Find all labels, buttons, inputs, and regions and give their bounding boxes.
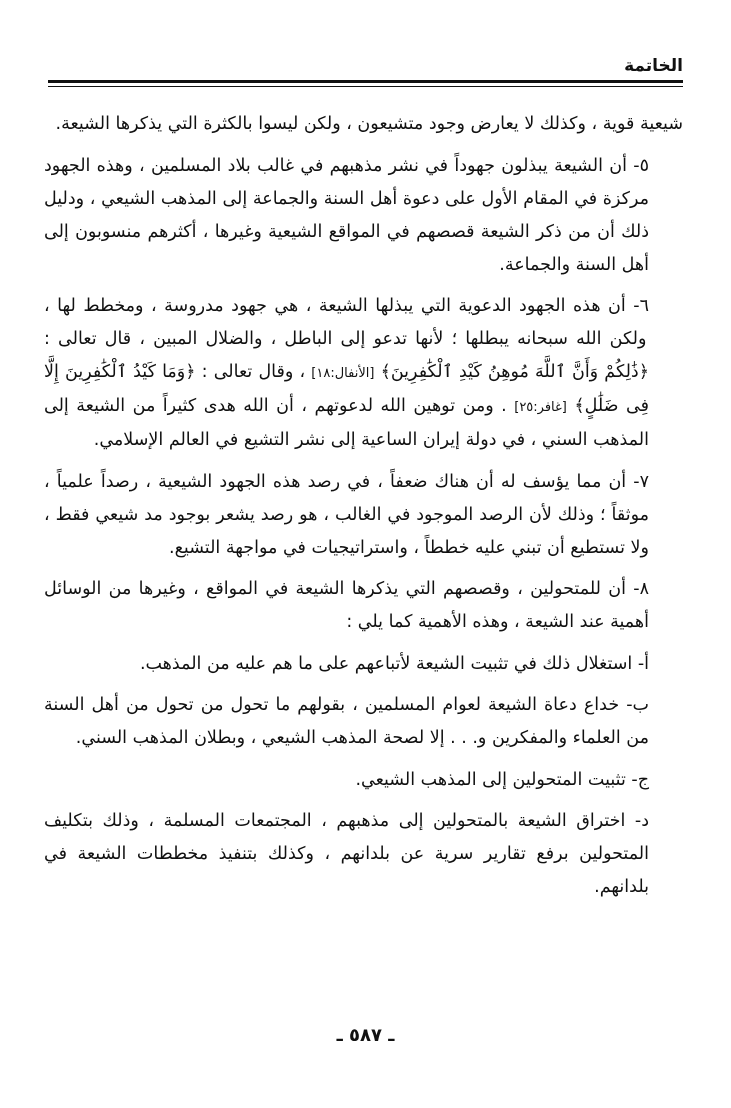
paragraph-6 [44, 290, 683, 457]
body-text [44, 108, 683, 913]
list-item-dal: د- اختراق الشيعة بالمتحولين إلى مذهبهم ، المجتمعات المسلمة ، وذلك بتكليف المتحولين برفع تقارير سرية عن بلدانهم ، وكذلك بتنفيذ مخططات الشيعة في بلدانهم. [44, 811, 649, 897]
list-item-jim: ج- تثبيت المتحولين إلى المذهب الشيعي. [355, 769, 649, 790]
verse-citation-2: [غافر:٢٥] [514, 400, 567, 415]
paragraph-continuation: شيعية قوية ، وكذلك لا يعارض وجود متشيعون ، ولكن ليسوا بالكثرة التي يذكرها الشيعة. [55, 114, 683, 134]
header-rule-thick [48, 80, 683, 83]
paragraph-6-text-b: ، وقال تعالى : [195, 362, 306, 382]
paragraph-5: ٥- أن الشيعة يبذلون جهوداً في نشر مذهبهم في غالب بلاد المسلمين ، وهذه الجهود مركزة في المقام الأول على دعوة أهل السنة والجماعة إلى المذهب الشيعي ، ودليل ذلك أن من ذكر الشيعة قصصهم في المواقع الشيعية وغيرها ، أكثرهم منسوبون إلى أهل السنة والجماعة. [44, 155, 649, 275]
list-item-ba: ب- خداع دعاة الشيعة لعوام المسلمين ، بقولهم ما تحول من تحول من أهل السنة من العلماء والمفكرين و. . . إلا لصحة المذهب الشيعي ، وبطلان المذهب السني. [44, 695, 649, 748]
verse-citation-1: [الأنفال:١٨] [311, 366, 375, 381]
list-item-alif: أ- استغلال ذلك في تثبيت الشيعة لأتباعهم على ما هم عليه من المذهب. [139, 653, 649, 674]
header-rule-thin [48, 86, 683, 87]
page-number: ـ ٥٨٧ ـ [336, 1025, 395, 1046]
quran-verse-1: ﴿ذَٰلِكُمْ وَأَنَّ ٱللَّهَ مُوهِنُ كَيْدِ ٱلْكَٰفِرِينَ﴾ [380, 362, 649, 382]
paragraph-7: ٧- أن مما يؤسف له أن هناك ضعفاً ، في رصد هذه الجهود الشيعية ، رصداً علمياً ، موثقاً ؛ وذلك لأن الرصد الموجود في الغالب ، هو رصد يشعر بوجود مد شيعي فقط ، ولا تستطيع أن تبني عليه خططاً ، واستراتيجيات في مواجهة التشيع. [44, 471, 649, 558]
quran-verse-2: ﴿وَمَا كَيْدُ ٱلْكَٰفِرِينَ إِلَّا فِى ضَلَٰلٍ﴾ [44, 362, 649, 416]
paragraph-6-text-c: . ومن توهين الله لدعوتهم ، أن الله هدى كثيراً من الشيعة إلى المذهب السني ، في دولة إيران الساعية إلى نشر التشيع في العالم الإسلامي. [44, 396, 649, 450]
paragraph-8: ٨- أن للمتحولين ، وقصصهم التي يذكرها الشيعة في المواقع ، وغيرها من الوسائل أهمية عند الشيعة ، وهذه الأهمية كما يلي : [44, 579, 649, 632]
paragraph-6-text-a: ٦- أن هذه الجهود الدعوية التي يبذلها الشيعة ، هي جهود مدروسة ، ومخطط لها ، ولكن الله سبحانه يبطلها ؛ لأنها تدعو إلى الباطل ، والضلال المبين ، قال تعالى : [44, 296, 649, 349]
running-title: الخاتمة [624, 56, 683, 76]
